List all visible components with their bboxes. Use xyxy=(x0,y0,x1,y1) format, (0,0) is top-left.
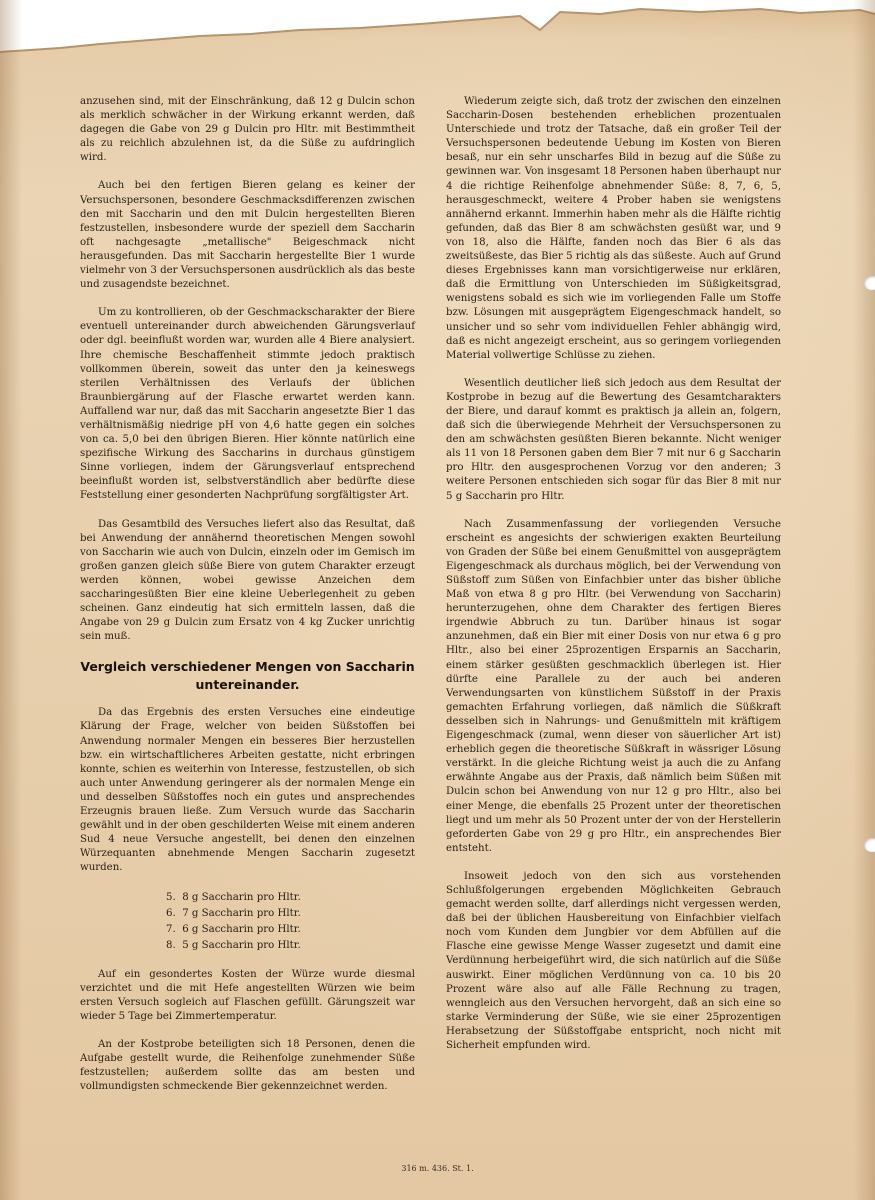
right-column xyxy=(446,95,781,1067)
paragraph: anzusehen sind, mit der Einschränkung, daß 12 g Dulcin schon als merklich schwächer in der Wirkung erkannt werden, daß dagegen die Gabe von 29 g Dulcin pro Hltr. mit Bestimmtheit als zu reichlich abzulehnen ist, da die Süße zu aufdringlich wird. xyxy=(80,96,415,164)
print-code-footer: 316 m. 436. St. 1. xyxy=(401,1164,474,1173)
paragraph: Wiederum zeigte sich, daß trotz der zwischen den einzelnen Saccharin-Dosen bestehenden erheblichen prozentualen Unterschiede und trotz der Tatsache, daß ein großer Teil der Versuchspersonen bedeutende Uebung im Kosten von Bieren besaß, nur ein sehr unscharfes Bild in bezug auf die Süße zu gewinnen war. Von insgesamt 18 Personen haben überhaupt nur 4 die richtige Reihenfolge abnehmender Süße: 8, 7, 6, 5, herausgeschmeckt, weitere 4 Prober haben sie wenigstens annähernd erkannt. Immerhin haben mehr als die Hälfte richtig gefunden, daß das Bier 8 am schwächsten gesüßt war, und 9 von 18, also die Hälfte, fanden noch das Bier 6 als das zweitsüßeste, das Bier 5 richtig als das süßeste. Auch auf Grund dieses Ergebnisses kann man vorsichtigerweise nur erklären, daß die Ermittlung von Unterschieden im Süßigkeitsgrad, wenigstens sobald es sich wie im vorliegenden Falle um Stoffe bzw. Lösungen mit ausgeprägtem Eigengeschmack handelt, so unsicher und so sehr vom individuellen Fehler abhängig wird, daß es nicht angezeigt erscheint, aus so geringem vorliegenden Material vollwertige Schlüsse zu ziehen. xyxy=(446,96,781,361)
punch-hole xyxy=(864,276,875,290)
section-heading: Vergleich verschiedener Mengen von Saccharin untereinander. xyxy=(80,659,415,693)
paragraph: Wesentlich deutlicher ließ sich jedoch aus dem Resultat der Kostprobe in bezug auf die Bewertung des Gesamtcharakters der Biere, und darauf kommt es praktisch ja allein an, folgern, daß sich die überwiegende Mehrheit der Versuchspersonen zu den am schwächsten gesüßten Bieren bekannte. Nicht weniger als 11 von 18 Personen gaben dem Bier 7 mit nur 6 g Saccharin pro Hltr. den ausgesprochenen Vorzug vor den anderen; 3 weitere Personen entschieden sich sogar für das Bier 8 mit nur 5 g Saccharin pro Hltr. xyxy=(446,377,781,502)
paragraph: An der Kostprobe beteiligten sich 18 Personen, denen die Aufgabe gestellt wurde, die Reihenfolge zunehmender Süße festzustellen; außerdem sollte das am besten und vollmundigsten schmeckende Bier gekennzeichnet werden. xyxy=(80,1038,415,1093)
punch-hole xyxy=(864,838,875,852)
paragraph: Um zu kontrollieren, ob der Geschmackscharakter der Biere eventuell untereinander durch abweichenden Gärungsverlauf oder dgl. beeinflußt worden war, wurden alle 4 Biere analysiert. Ihre chemische Beschaffenheit stimmte jedoch praktisch vollkommen überein, soweit das unter den ja keineswegs sterilen Verhältnissen des Verlaufs der üblichen Braunbiergärung auf der Flasche erwartet werden kann. Auffallend war nur, daß das mit Saccharin angesetzte Bier 1 das verhältnismäßig niedrige pH von 4,6 hatte gegen ein solches von ca. 5,0 bei den übrigen Bieren. Hier könnte natürlich eine spezifische Wirkung des Saccharins in durchaus günstigem Sinne vorliegen, indem der Gärungsverlauf entsprechend beeinflußt worden ist, selbstverständlich aber bedürfte diese Feststellung einer gesonderten Nachprüfung sorgfältigster Art. xyxy=(80,307,415,502)
page-right-edge xyxy=(853,0,875,1200)
paragraph: Auch bei den fertigen Bieren gelang es keiner der Versuchspersonen, besondere Geschmacksdifferenzen zwischen den mit Saccharin und den mit Dulcin hergestellten Bieren festzustellen, insbesondere wurde der speziell dem Saccharin oft nachgesagte „metallische" Beigeschmack nicht herausgefunden. Das mit Saccharin hergestellte Bier 1 wurde vielmehr von 3 der Versuchspersonen ausdrücklich als das beste und zusagendste bezeichnet. xyxy=(80,180,415,291)
list-item: 5. 8 g Saccharin pro Hltr. xyxy=(166,891,301,903)
page-left-edge xyxy=(0,0,22,1200)
torn-top-edge xyxy=(0,0,875,70)
list-item: 8. 5 g Saccharin pro Hltr. xyxy=(166,939,301,951)
list-item: 7. 6 g Saccharin pro Hltr. xyxy=(166,923,301,935)
saccharin-amount-list xyxy=(166,890,415,954)
list-item: 6. 7 g Saccharin pro Hltr. xyxy=(166,907,301,919)
paragraph: Nach Zusammenfassung der vorliegenden Versuche erscheint es angesichts der schwierigen exakten Beurteilung von Graden der Süße bei einem Genußmittel von ausgeprägtem Eigengeschmack als durchaus möglich, bei der Verwendung von Süßstoff zum Süßen von Einfachbier unter das bisher übliche Maß von etwa 8 g pro Hltr. (bei Verwendung von Saccharin) herunterzugehen, ohne dem Charakter des fertigen Bieres irgendwie Abbruch zu tun. Darüber hinaus ist sogar anzunehmen, daß ein Bier mit einer Dosis von nur etwa 6 g pro Hltr., also bei einer 25prozentigen Ersparnis an Saccharin, einem stärker gesüßten geschmacklich überlegen ist. Hier dürfte eine Parallele zu der auch bei anderen Verwendungsarten von künstlichem Süßstoff in der Praxis gemachten Erfahrung vorliegen, daß nämlich die Süßkraft desselben sich in Nahrungs- und Genußmitteln mit kräftigem Eigengeschmack (zumal, wenn dieser von säuerlicher Art ist) erheblich gegen die theoretische Süßkraft in wässriger Lösung verstärkt. In die gleiche Richtung weist ja auch die zu Anfang erwähnte Angabe aus der Praxis, daß nämlich beim Süßen mit Dulcin schon bei Anwendung von nur 12 g pro Hltr., also bei einer Menge, die ebenfalls 25 Prozent unter der theoretischen liegt und um mehr als 50 Prozent unter der von der Herstellerin geforderten Gabe von 29 g pro Hltr., ein ansprechendes Bier entsteht. xyxy=(446,518,781,854)
paragraph: Insoweit jedoch von den sich aus vorstehenden Schlußfolgerungen ergebenden Möglichkeiten Gebrauch gemacht werden sollte, darf allerdings nicht vergessen werden, daß bei der üblichen Hausbereitung von Einfachbier vielfach noch vom Kunden dem Jungbier vor dem Abfüllen auf die Flasche eine gewisse Menge Wasser zugesetzt und damit eine Verdünnung herbeigeführt wird, die sich natürlich auf die Süße auswirkt. Einer möglichen Verdünnung von ca. 10 bis 20 Prozent wäre also auf alle Fälle Rechnung zu tragen, wenngleich aus den Versuchen hervorgeht, daß an sich eine so starke Verminderung der Süße, wie sie einer 25prozentigen Herabsetzung der Süßstoffgabe entspricht, noch nicht mit Sicherheit empfunden wird. xyxy=(446,870,781,1051)
left-column xyxy=(80,95,415,1108)
paragraph: Da das Ergebnis des ersten Versuches eine eindeutige Klärung der Frage, welcher von beiden Süßstoffen bei Anwendung normaler Mengen ein besseres Bier herzustellen bzw. ein wirtschaftlicheres Arbeiten gestatte, nicht erbringen konnte, schien es weiterhin von Interesse, festzustellen, ob sich auch unter Anwendung geringerer als der normalen Menge ein und desselben Süßstoffes noch ein gutes und ansprechendes Erzeugnis brauen ließe. Zum Versuch wurde das Saccharin gewählt und in der oben geschilderten Weise mit einem anderen Sud 4 neue Versuche angestellt, bei denen den einzelnen Würzequanten abnehmende Mengen Saccharin zugesetzt wurden. xyxy=(80,707,415,874)
paragraph: Auf ein gesondertes Kosten der Würze wurde diesmal verzichtet und die mit Hefe angestellten Würzen wie beim ersten Versuch sogleich auf Flaschen gefüllt. Gärungszeit war wieder 5 Tage bei Zimmertemperatur. xyxy=(80,968,415,1022)
paragraph: Das Gesamtbild des Versuches liefert also das Resultat, daß bei Anwendung der annähernd theoretischen Mengen sowohl von Saccharin wie auch von Dulcin, einzeln oder im Gemisch im großen ganzen gleich süße Biere von gutem Charakter erzeugt werden können, wobei gewisse Anzeichen dem saccharingesüßten Bier eine kleine Ueberlegenheit zu geben scheinen. Ganz eindeutig hat sich ermitteln lassen, daß die Angabe von 29 g Dulcin zum Ersatz von 4 kg Zucker unrichtig sein muß. xyxy=(80,518,415,643)
